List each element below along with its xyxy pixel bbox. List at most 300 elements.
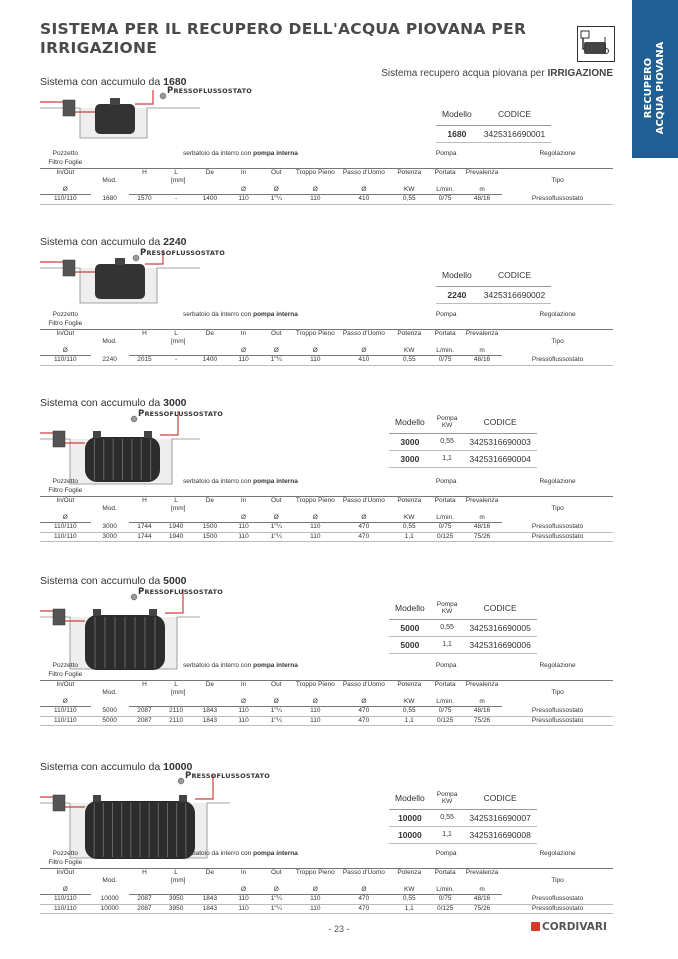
hdr-mod: Mod. [102,877,117,885]
spec-cell: 48/16 [462,523,502,533]
hdr-mod: Mod. [102,338,117,346]
spec-cell: 10000 [91,904,129,914]
col-pozzetto: Pozzetto [52,478,78,486]
spec-cell: 0/75 [428,356,462,366]
spec-row [40,532,613,542]
hdr-portata: Portata [434,680,456,688]
hdr-l: L [174,168,178,176]
col-codice: CODICE [463,411,536,433]
spec-cell: - [160,195,192,205]
hdr-in: In [240,868,247,876]
section-title: Sistema con accumulo da 1680 [40,76,187,88]
spec-cell: 110/110 [40,523,91,533]
unit-diam: Ø [228,347,260,356]
unit-diam: Ø [228,186,260,195]
unit-diam: Ø [40,514,91,523]
spec-cell: 1500 [192,523,228,533]
pump-kw-value: 1,1 [431,826,464,843]
hdr-tipo: Tipo [551,338,564,346]
model-code-table [436,103,551,143]
unit-lmin: L/min. [428,886,462,895]
hdr-passo-uomo: Passo d'Uomo [342,680,385,688]
hdr-de: De [205,329,214,337]
spec-cell: 3950 [160,904,192,914]
code-value: 3425316690005 [463,619,536,636]
col-codice: CODICE [478,103,551,125]
spec-cell: 110/110 [40,195,91,205]
spec-cell: Pressoflussostato [502,356,613,366]
hdr-l: L [174,680,178,688]
hdr-tipo: Tipo [551,689,564,697]
spec-cell: 470 [337,532,390,542]
model-row [389,826,537,843]
spec-row [40,904,613,914]
spec-cell: 0,55 [390,523,428,533]
model-row [436,286,551,303]
hdr-de: De [205,680,214,688]
spec-cell: 110 [228,532,260,542]
hdr-in: In [240,168,247,176]
unit-diam: Ø [293,886,337,895]
spec-cell: 1"¼ [259,707,293,717]
unit-diam: Ø [40,698,91,707]
spec-cell: 110 [228,904,260,914]
unit-diam: Ø [337,186,390,195]
col-pozzetto: Pozzetto [52,850,78,858]
spec-table [40,311,613,366]
spec-cell: 2015 [129,356,161,366]
unit-diam: Ø [40,186,91,195]
col-group-serbatoio: serbatoio da interro con pompa interna [182,311,298,319]
col-modello: Modello [389,787,431,809]
unit-kw: KW [390,186,428,195]
spec-row [40,523,613,533]
col-modello: Modello [436,103,478,125]
spec-cell: 1400 [192,356,228,366]
col-group-pompa: Pompa [435,150,457,158]
hdr-de: De [205,168,214,176]
spec-cell: 0,55 [390,707,428,717]
spec-cell: 110 [293,195,337,205]
spec-cell: Pressoflussostato [502,895,613,905]
unit-mm: [mm] [170,177,186,184]
spec-cell: 5000 [91,716,129,726]
unit-diam: Ø [293,514,337,523]
hdr-in: In [240,680,247,688]
pump-kw-value: 0,55 [431,809,464,826]
spec-cell: 1"¼ [259,895,293,905]
spec-cell: 1500 [192,532,228,542]
spec-cell: 110 [228,707,260,717]
model-value: 1680 [436,125,478,142]
hdr-portata: Portata [434,168,456,176]
hdr-in-out: In/Out [56,168,75,176]
spec-cell: 110/110 [40,895,91,905]
hdr-troppo-pieno: Troppo Pieno [295,868,335,876]
col-regolazione: Regolazione [539,478,576,486]
spec-cell: 75/26 [462,532,502,542]
model-code-table [389,411,537,468]
col-modello: Modello [389,597,431,619]
hdr-de: De [205,496,214,504]
model-value: 3000 [389,433,431,450]
hdr-troppo-pieno: Troppo Pieno [295,680,335,688]
spec-row [40,195,613,205]
spec-cell: 0,55 [390,895,428,905]
unit-kw: KW [390,886,428,895]
hdr-portata: Portata [434,868,456,876]
spec-cell: 410 [337,195,390,205]
spec-cell: 1680 [91,195,129,205]
pump-kw-value: 0,55 [431,433,464,450]
spec-cell: 110 [228,195,260,205]
model-row [389,636,537,653]
spec-cell: 1744 [129,523,161,533]
spec-cell: 110/110 [40,716,91,726]
unit-diam: Ø [293,347,337,356]
hdr-out: Out [271,329,282,337]
model-code-table [389,597,537,654]
hdr-prevalenza: Prevalenza [465,680,499,688]
hdr-portata: Portata [434,496,456,504]
spec-cell: 110 [228,356,260,366]
spec-cell: 1400 [192,195,228,205]
col-group-serbatoio: serbatoio da interro con pompa interna [182,478,298,486]
spec-cell: 2087 [129,895,161,905]
col-filtro-foglie: Filtro Foglie [40,859,91,868]
spec-cell: 110 [293,523,337,533]
hdr-prevalenza: Prevalenza [465,168,499,176]
model-value: 2240 [436,286,478,303]
spec-cell: 110/110 [40,356,91,366]
spec-cell: 5000 [91,707,129,717]
spec-cell: 2110 [160,707,192,717]
hdr-out: Out [271,868,282,876]
hdr-in-out: In/Out [56,868,75,876]
hdr-h: H [142,496,147,504]
spec-cell: 0/125 [428,532,462,542]
unit-mm: [mm] [170,689,186,696]
col-pozzetto: Pozzetto [52,662,78,670]
unit-m: m [462,514,502,523]
hdr-l: L [174,329,178,337]
spec-cell: 1570 [129,195,161,205]
spec-cell: 110/110 [40,904,91,914]
col-group-pompa: Pompa [435,311,457,319]
model-value: 10000 [389,826,431,843]
hdr-potenza: Potenza [397,868,422,876]
spec-cell: 1940 [160,532,192,542]
spec-cell: 470 [337,716,390,726]
spec-cell: 1"¼ [259,904,293,914]
col-pozzetto: Pozzetto [52,311,78,319]
spec-cell: 0/75 [428,707,462,717]
spec-cell: 2087 [129,904,161,914]
section-title: Sistema con accumulo da 10000 [40,761,193,773]
spec-cell: 470 [337,904,390,914]
spec-cell: 410 [337,356,390,366]
unit-diam: Ø [259,698,293,707]
spec-cell: 1940 [160,523,192,533]
hdr-prevalenza: Prevalenza [465,496,499,504]
unit-diam: Ø [337,347,390,356]
unit-kw: KW [390,347,428,356]
model-value: 10000 [389,809,431,826]
model-value: 5000 [389,636,431,653]
tank-diagram [40,86,252,140]
unit-diam: Ø [259,347,293,356]
code-value: 3425316690002 [478,286,551,303]
col-filtro-foglie: Filtro Foglie [40,159,91,168]
spec-table [40,850,613,914]
pressoflussostato-label: PRESSOFLUSSOSTATO [185,771,270,781]
unit-diam: Ø [40,347,91,356]
spec-row [40,895,613,905]
spec-cell: 0/125 [428,904,462,914]
spec-cell: 110 [293,716,337,726]
hdr-passo-uomo: Passo d'Uomo [342,168,385,176]
hdr-potenza: Potenza [397,496,422,504]
hdr-troppo-pieno: Troppo Pieno [295,329,335,337]
hdr-portata: Portata [434,329,456,337]
hdr-l: L [174,496,178,504]
col-group-pompa: Pompa [435,850,457,858]
unit-diam: Ø [293,186,337,195]
spec-cell: 48/16 [462,356,502,366]
col-pompa-kw: Pompa KW [431,597,464,619]
model-row [389,619,537,636]
hdr-troppo-pieno: Troppo Pieno [295,168,335,176]
spec-cell: 48/16 [462,707,502,717]
spec-cell: 110 [228,895,260,905]
spec-cell: 2087 [129,716,161,726]
hdr-potenza: Potenza [397,168,422,176]
spec-cell: Pressoflussostato [502,532,613,542]
hdr-h: H [142,168,147,176]
unit-m: m [462,186,502,195]
hdr-de: De [205,868,214,876]
spec-cell: 1,1 [390,716,428,726]
pressoflussostato-label: PRESSOFLUSSOSTATO [138,409,223,419]
spec-cell: Pressoflussostato [502,707,613,717]
irrigation-icon [577,26,615,62]
brand-logo: CORDIVARI [531,921,607,933]
col-filtro-foglie: Filtro Foglie [40,487,91,496]
spec-cell: 1843 [192,904,228,914]
hdr-out: Out [271,680,282,688]
col-codice: CODICE [463,787,536,809]
hdr-in-out: In/Out [56,680,75,688]
side-tab-line1: RECUPERO [643,57,654,119]
spec-cell: 0,55 [390,195,428,205]
col-regolazione: Regolazione [539,311,576,319]
hdr-in: In [240,496,247,504]
pump-kw-value: 1,1 [431,450,464,467]
col-modello: Modello [389,411,431,433]
spec-cell: 1744 [129,532,161,542]
section-title: Sistema con accumulo da 2240 [40,236,187,248]
col-group-serbatoio: serbatoio da interro con pompa interna [182,850,298,858]
side-tab-line2: ACQUA PIOVANA [655,41,666,135]
col-regolazione: Regolazione [539,150,576,158]
col-group-serbatoio: serbatoio da interro con pompa interna [182,662,298,670]
code-value: 3425316690008 [463,826,536,843]
spec-cell: 0/125 [428,716,462,726]
model-row [436,125,551,142]
unit-mm: [mm] [170,338,186,345]
spec-cell: 0/75 [428,195,462,205]
spec-table [40,662,613,726]
model-row [389,809,537,826]
hdr-mod: Mod. [102,177,117,185]
page-title: SISTEMA PER IL RECUPERO DELL'ACQUA PIOVANA PER IRRIGAZIONE [40,20,527,57]
hdr-potenza: Potenza [397,329,422,337]
col-group-pompa: Pompa [435,478,457,486]
spec-cell: 110 [293,895,337,905]
page-number: - 23 - [328,924,350,934]
unit-diam: Ø [228,886,260,895]
col-modello: Modello [436,264,478,286]
model-value: 3000 [389,450,431,467]
model-row [389,433,537,450]
unit-diam: Ø [337,514,390,523]
unit-m: m [462,698,502,707]
pressoflussostato-label: PRESSOFLUSSOSTATO [140,248,225,258]
section-side-tab [632,0,678,158]
col-codice: CODICE [478,264,551,286]
unit-kw: KW [390,514,428,523]
hdr-in-out: In/Out [56,329,75,337]
spec-cell: 110 [228,716,260,726]
model-code-table [436,264,551,304]
spec-cell: 1"¼ [259,716,293,726]
spec-cell: 3000 [91,523,129,533]
model-value: 5000 [389,619,431,636]
hdr-tipo: Tipo [551,877,564,885]
hdr-h: H [142,680,147,688]
pressoflussostato-label: PRESSOFLUSSOSTATO [167,86,252,96]
spec-cell: 110/110 [40,707,91,717]
spec-cell: 48/16 [462,195,502,205]
col-pozzetto: Pozzetto [52,150,78,158]
pressoflussostato-label: PRESSOFLUSSOSTATO [138,587,223,597]
unit-lmin: L/min. [428,347,462,356]
spec-cell: 1"¼ [259,356,293,366]
spec-cell: 0/75 [428,523,462,533]
spec-cell: 470 [337,895,390,905]
spec-cell: 1843 [192,707,228,717]
unit-diam: Ø [293,698,337,707]
hdr-potenza: Potenza [397,680,422,688]
pump-kw-value: 1,1 [431,636,464,653]
col-regolazione: Regolazione [539,662,576,670]
col-pompa-kw: Pompa KW [431,411,464,433]
code-value: 3425316690007 [463,809,536,826]
spec-cell: - [160,356,192,366]
spec-cell: 110 [293,707,337,717]
spec-cell: 470 [337,523,390,533]
hdr-passo-uomo: Passo d'Uomo [342,329,385,337]
spec-cell: Pressoflussostato [502,904,613,914]
unit-m: m [462,347,502,356]
hdr-in: In [240,329,247,337]
unit-m: m [462,886,502,895]
spec-cell: 110 [293,904,337,914]
unit-lmin: L/min. [428,514,462,523]
spec-cell: 110 [228,523,260,533]
hdr-h: H [142,329,147,337]
hdr-passo-uomo: Passo d'Uomo [342,496,385,504]
unit-diam: Ø [228,698,260,707]
code-value: 3425316690001 [478,125,551,142]
unit-mm: [mm] [170,505,186,512]
code-value: 3425316690004 [463,450,536,467]
hdr-mod: Mod. [102,689,117,697]
hdr-prevalenza: Prevalenza [465,329,499,337]
unit-mm: [mm] [170,877,186,884]
spec-cell: 1,1 [390,904,428,914]
hdr-tipo: Tipo [551,177,564,185]
tank-diagram [40,250,240,305]
col-group-pompa: Pompa [435,662,457,670]
unit-kw: KW [390,698,428,707]
unit-diam: Ø [259,514,293,523]
spec-cell: 10000 [91,895,129,905]
spec-cell: 48/16 [462,895,502,905]
tank-diagram [40,589,240,671]
spec-cell: 75/26 [462,716,502,726]
code-value: 3425316690003 [463,433,536,450]
model-code-table [389,787,537,844]
spec-cell: 2087 [129,707,161,717]
hdr-mod: Mod. [102,505,117,513]
hdr-tipo: Tipo [551,505,564,513]
spec-cell: 1"¼ [259,523,293,533]
unit-diam: Ø [228,514,260,523]
hdr-h: H [142,868,147,876]
hdr-out: Out [271,496,282,504]
hdr-passo-uomo: Passo d'Uomo [342,868,385,876]
spec-cell: 470 [337,707,390,717]
spec-cell: 3000 [91,532,129,542]
spec-cell: 110/110 [40,532,91,542]
unit-diam: Ø [259,886,293,895]
tank-diagram [40,771,270,860]
spec-cell: 1843 [192,895,228,905]
col-filtro-foglie: Filtro Foglie [40,320,91,329]
hdr-in-out: In/Out [56,496,75,504]
spec-cell: 0/75 [428,895,462,905]
hdr-l: L [174,868,178,876]
spec-cell: 1"¼ [259,532,293,542]
spec-row [40,707,613,717]
section-title: Sistema con accumulo da 3000 [40,397,187,409]
col-pompa-kw: Pompa KW [431,787,464,809]
hdr-troppo-pieno: Troppo Pieno [295,496,335,504]
section-title: Sistema con accumulo da 5000 [40,575,187,587]
spec-cell: 75/26 [462,904,502,914]
col-codice: CODICE [463,597,536,619]
hdr-prevalenza: Prevalenza [465,868,499,876]
code-value: 3425316690006 [463,636,536,653]
unit-diam: Ø [259,186,293,195]
spec-cell: 1,1 [390,532,428,542]
spec-cell: 1843 [192,716,228,726]
page-subtitle: Sistema recupero acqua piovana per IRRIGAZIONE [381,68,613,79]
col-regolazione: Regolazione [539,850,576,858]
unit-diam: Ø [337,698,390,707]
tank-diagram [40,411,240,486]
